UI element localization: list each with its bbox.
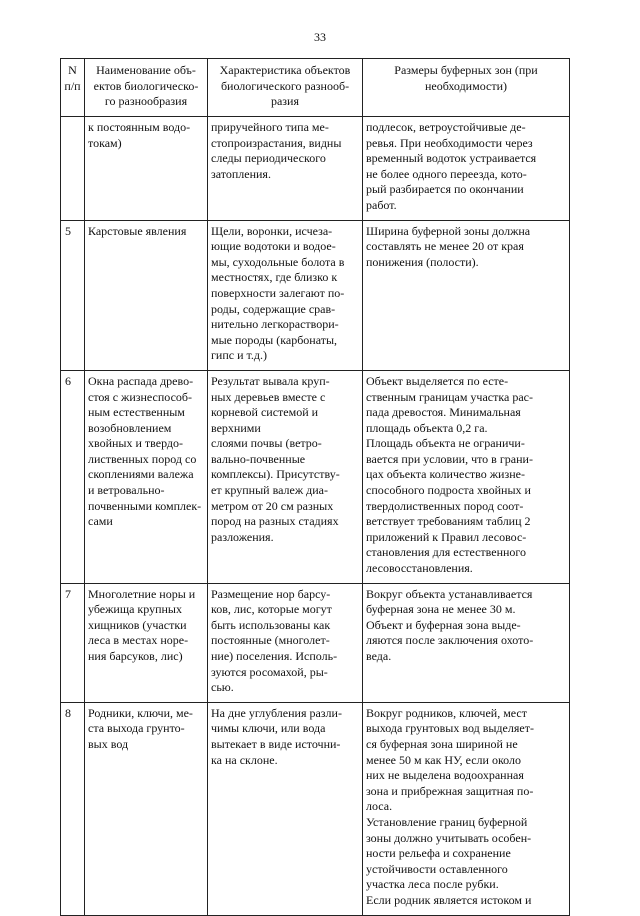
cell-line: не более одного переезда, кото- <box>366 166 527 181</box>
cell-line: Щели, воронки, исчеза- <box>211 223 333 238</box>
cell-line: лоса. <box>366 799 393 814</box>
header-line: разия <box>270 94 299 109</box>
cell-line: ным естественным <box>88 405 185 420</box>
cell-line: ных деревьев вместе с <box>211 389 326 404</box>
cell-line: лиственных пород со <box>88 451 197 466</box>
cell-buffer-zone <box>363 117 570 221</box>
cell-line: Объект выделяется по есте- <box>366 373 509 388</box>
cell-line: роды, содержащие срав- <box>211 301 336 316</box>
header-line: Наименование объ- <box>96 63 196 77</box>
header-line: ектов биологическо- <box>93 78 199 93</box>
header-line: биологического разнооб- <box>220 78 350 93</box>
cell-line: ста выхода грунто- <box>88 721 185 736</box>
cell-line: ния барсуков, лис) <box>88 649 183 663</box>
cell-line: Вокруг родников, ключей, мест <box>366 705 527 720</box>
cell-line: верхними <box>211 420 261 435</box>
cell-line: составлять не менее 20 от края <box>366 239 524 254</box>
table-row <box>61 117 570 221</box>
header-line: Характеристика объектов <box>219 63 351 77</box>
cell-line: мые породы (карбонаты, <box>211 332 338 347</box>
cell-line: понижения (полости). <box>366 254 479 269</box>
cell-line: чимы ключи, или вода <box>211 721 326 736</box>
cell-line: устойчивости оставленного <box>366 861 508 876</box>
cell-line: и ветровально- <box>88 483 165 498</box>
cell-line: ка на склоне. <box>211 752 278 767</box>
cell-line: пород на разных стадиях <box>211 514 339 529</box>
cell-line: выхода грунтовых вод выделяет- <box>366 721 534 736</box>
cell-buffer-zone <box>363 220 570 370</box>
cell-line: скоплениями валежа <box>88 467 194 482</box>
cell-line: зоны должно учитывать особен- <box>366 830 532 845</box>
table-row <box>61 370 570 583</box>
cell-line: затопления. <box>211 166 271 181</box>
header-line: Размеры буферных зон (при <box>394 63 538 77</box>
cell-line: ветствует требованиям таблиц 2 <box>366 514 531 529</box>
cell-line: леса в местах норе- <box>88 633 189 648</box>
cell-line: Результат вывала круп- <box>211 373 330 388</box>
cell-line: участка леса после рубки. <box>366 877 499 892</box>
cell-line: убежища крупных <box>88 602 182 617</box>
cell-object-name <box>85 220 208 370</box>
cell-line: площадь объекта 0,2 га. <box>366 420 488 435</box>
cell-line: нительно легкораствори- <box>211 317 339 332</box>
cell-buffer-zone <box>363 583 570 702</box>
cell-line: ности рельефа и сохранение <box>366 846 511 861</box>
table-header-row <box>61 59 570 117</box>
cell-line: зона и прибрежная защитная по- <box>366 783 534 798</box>
cell-line: ся буферная зона шириной не <box>366 736 518 751</box>
cell-object-name <box>85 583 208 702</box>
cell-line: ков, лис, которые могут <box>211 602 332 617</box>
cell-characteristic <box>208 702 363 915</box>
cell-line: Карстовые явления <box>88 223 187 238</box>
cell-line: лесовосстановления. <box>366 561 473 576</box>
cell-characteristic <box>208 117 363 221</box>
cell-line: стоя с жизнеспособ- <box>88 389 193 404</box>
table-row <box>61 220 570 370</box>
cell-line: вается при условии, что в грани- <box>366 451 533 466</box>
cell-line: Размещение нор барсу- <box>211 586 331 601</box>
cell-line: поверхности залегают по- <box>211 285 345 300</box>
cell-line: веда. <box>366 649 392 663</box>
cell-line: ственным границам участка рас- <box>366 389 533 404</box>
cell-line: вально-почвенные <box>211 451 306 466</box>
header-object-name <box>85 59 208 117</box>
cell-line: Окна распада древо- <box>88 373 194 388</box>
cell-line: постоянные (многолет- <box>211 633 330 648</box>
cell-line: приложений к Правил лесовос- <box>366 529 527 544</box>
header-line: п/п <box>64 78 81 93</box>
cell-line: пада древостоя. Минимальная <box>366 405 521 420</box>
cell-line: сью. <box>211 680 234 695</box>
cell-characteristic <box>208 583 363 702</box>
cell-line: менее 50 м как НУ, если около <box>366 752 522 767</box>
cell-line: местностях, где близко к <box>211 270 338 285</box>
cell-number <box>61 117 85 221</box>
cell-line: буферная зона не менее 30 м. <box>366 602 516 617</box>
cell-line: почвенными комплек- <box>88 498 202 513</box>
cell-line: ние) поселения. Исполь- <box>211 649 338 663</box>
cell-line: слоями почвы (ветро- <box>211 436 322 451</box>
cell-line: следы периодического <box>211 151 326 166</box>
cell-line: Ширина буферной зоны должна <box>366 223 531 238</box>
cell-line: них не выделена водоохранная <box>366 768 524 783</box>
cell-line: ревья. При необходимости через <box>366 135 533 150</box>
cell-line: ет крупный валеж диа- <box>211 483 328 498</box>
cell-line: метром от 20 см разных <box>211 498 334 513</box>
cell-line: Установление границ буферной <box>366 814 528 829</box>
header-line: необходимости) <box>424 78 507 93</box>
cell-line: быть использованы как <box>211 617 331 632</box>
cell-line: к постоянным водо- <box>88 120 191 134</box>
cell-line: становления для естественного <box>366 545 527 560</box>
cell-line: вытекает в виде источни- <box>211 736 341 751</box>
header-characteristic <box>208 59 363 117</box>
cell-line: хвойных и твердо- <box>88 436 184 451</box>
cell-line: Родники, ключи, ме- <box>88 705 193 720</box>
header-line: го разнообразия <box>104 94 188 109</box>
cell-line: ющие водотоки и водое- <box>211 239 336 254</box>
cell-line: токам) <box>88 135 122 150</box>
cell-line: возобновлением <box>88 420 172 435</box>
cell-buffer-zone <box>363 702 570 915</box>
cell-line: На дне углубления разли- <box>211 705 342 720</box>
header-number <box>61 59 85 117</box>
cell-line: способного подроста хвойных и <box>366 483 531 498</box>
cell-line: Если родник является истоком и <box>366 892 532 907</box>
cell-object-name <box>85 702 208 915</box>
cell-buffer-zone <box>363 370 570 583</box>
cell-line: гипс и т.д.) <box>211 348 267 363</box>
cell-line: цах объекта количество жизне- <box>366 467 525 482</box>
cell-line: разложения. <box>211 529 274 544</box>
cell-line: рый разбирается по окончании <box>366 182 524 197</box>
cell-line: вых вод <box>88 736 129 751</box>
cell-line: подлесок, ветроустойчивые де- <box>366 120 526 134</box>
cell-line: сами <box>88 514 113 529</box>
cell-line: комплексы). Присутству- <box>211 467 340 482</box>
cell-line: корневой системой и <box>211 405 319 420</box>
header-buffer-zone <box>363 59 570 117</box>
cell-line: приручейного типа ме- <box>211 120 329 134</box>
cell-characteristic <box>208 220 363 370</box>
cell-number: 5 <box>61 220 85 370</box>
cell-line: Площадь объекта не ограничи- <box>366 436 525 451</box>
cell-characteristic <box>208 370 363 583</box>
table-row <box>61 583 570 702</box>
cell-line: зуются росомахой, ры- <box>211 664 328 679</box>
cell-line: твердолиственных пород соот- <box>366 498 524 513</box>
cell-number: 6 <box>61 370 85 583</box>
cell-line: Объект и буферная зона выде- <box>366 617 521 632</box>
cell-line: ляются после заключения охото- <box>366 633 534 648</box>
cell-number: 8 <box>61 702 85 915</box>
cell-line: Вокруг объекта устанавливается <box>366 586 533 601</box>
table-row <box>61 702 570 915</box>
cell-line: временный водоток устраивается <box>366 151 537 166</box>
cell-line: хищников (участки <box>88 617 187 632</box>
cell-line: стопроизрастания, видны <box>211 135 342 150</box>
cell-line: работ. <box>366 197 397 212</box>
cell-line: Многолетние норы и <box>88 586 196 601</box>
cell-object-name <box>85 117 208 221</box>
biodiversity-table <box>60 58 570 916</box>
page-number: 33 <box>314 30 326 44</box>
header-line: N <box>68 63 77 77</box>
cell-number: 7 <box>61 583 85 702</box>
cell-object-name <box>85 370 208 583</box>
cell-line: мы, суходольные болота в <box>211 254 345 269</box>
